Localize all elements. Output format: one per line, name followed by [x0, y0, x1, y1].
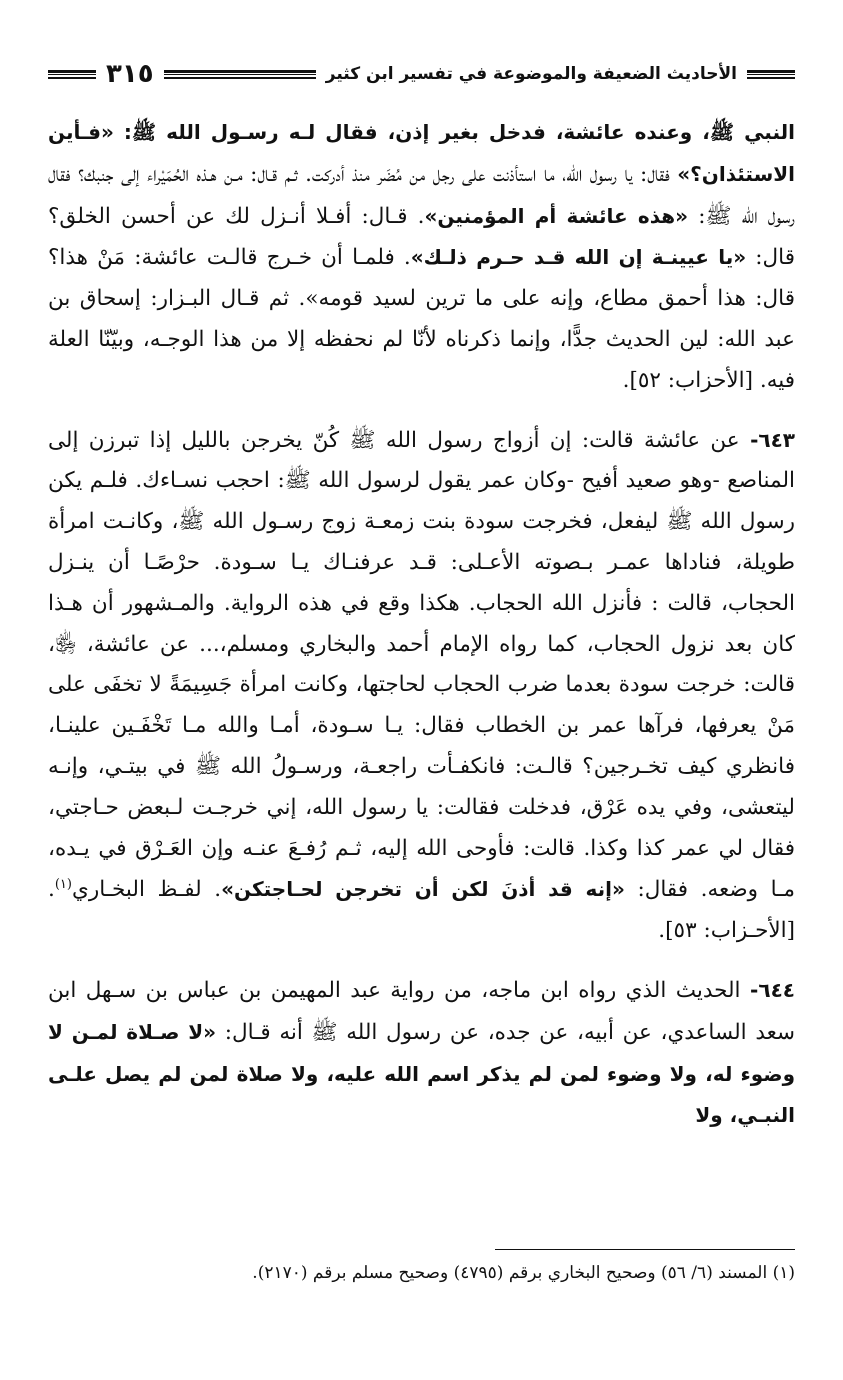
main-text — [48, 112, 795, 1137]
emphasized-text: ٦٤٤- — [740, 977, 795, 1002]
emphasized-text: «يا عيينـة إن الله قـد حـرم ذلـك» — [410, 245, 747, 270]
footnote: (١) المسند (٦/ ٥٦) وصحيح البخاري برقم (٤٧٩٥) وصحيح مسلم برقم (٢١٧٠). — [252, 1263, 795, 1283]
header-rule-left — [48, 70, 96, 79]
header-rule-middle — [164, 70, 316, 79]
footnote-marker: (١) — [54, 877, 72, 893]
book-title: الأحاديث الضعيفة والموضوعة في تفسير ابن كثير — [325, 64, 737, 84]
emphasized-text: «هذه عائشة أم المؤمنين» — [424, 203, 689, 228]
hadith-643 — [48, 420, 795, 952]
running-header — [48, 52, 795, 96]
text-run: الحديث الذي رواه ابن ماجه، من رواية عبد المهيمن بن عباس بن سـهل ابن سعد الساعدي، عن أبيه، عن جده، عن رسول الله ﷺ أنه قـال: — [48, 977, 795, 1045]
hadith-644 — [48, 970, 795, 1137]
header-rule-right — [747, 70, 795, 79]
emphasized-text: ٦٤٣- — [739, 427, 795, 452]
text-run: فقال: يا رسول الله، ما استأذنت على رجل من مُضَر منذ أدركت. ثـم قـال: مـن هـذه الحُمَيْراء إلى جنبك؟ فقال رسول الله ﷺ: — [48, 161, 796, 229]
text-run: عن عائشة قالت: إن أزواج رسول الله ﷺ كُنّ يخرجن بالليل إذا تبرزن إلى المناصع -وهو صعيد أفيح -وكان عمر يقول لرسول الله ﷺ: احجب نسـاءك. فلـم يكن رسول الله ﷺ ليفعل، فخرجت سودة بنت زمعـة زوج رسـول الله ﷺ، وكانـت امرأة طويلة، فناداها عمـر بـصوته الأعـلى: قـد عرفنـاك يـا سـودة. حرْصًـا أن ينـزل الحجاب، قالت : فأنزل الله الحجاب. هكذا وقع في هذه الرواية. والمـشهور أن هـذا كان بعد نزول الحجاب، كما رواه الإمام أحمد والبخاري ومسلم،... عن عائشة، ﵂، قالت: خرجت سودة بعدما ضرب الحجاب لحاجتها، وكانت امرأة جَسِيمَةً لا تخفَى على مَنْ يعرفها، فرآها عمر بن الخطاب فقال: يـا سـودة، أمـا والله مـا تَخْفَـين علينـا، فانظري كيف تخـرجين؟ قالـت: فانكفـأت راجعـة، ورسـولُ الله ﷺ في بيتـي، وإنـه ليتعشى، وفي يده عَرْق، فدخلت فقالت: يا رسول الله، إني خرجـت لـبعض حـاجتي، فقال لي عمر كذا وكذا. قالت: فأوحى الله إليه، ثـم رُفـعَ عنـه وإن العَـرْق في يـده، مـا وضعه. فقال: — [48, 427, 795, 903]
paragraph-continuation — [48, 112, 795, 402]
page-number: ٣١٥ — [106, 59, 154, 89]
text-run: . قـال: أفـلا أنـزل لك عن أحسن الخلق؟ قال: — [48, 203, 795, 271]
emphasized-text: النبي ﷺ، وعنده عائشة، فدخل بغير إذن، فقال لـه رسـول الله ﷺ: «فـأين الاستئذان؟» — [48, 120, 795, 186]
text-run: . فلمـا أن خـرج قالـت عائشة: مَنْ هذا؟ قال: هذا أحمق مطاع، وإنه على ما ترين لسيد قومه». ثم قـال البـزار: إسحاق بن عبد الله: لين الحديث جدًّا، وإنما ذكرناه لأنّا لم نحفظه إلا من هذا الوجـه، وبيّنّا العلة فيه. [الأحزاب: ٥٢]. — [48, 245, 795, 393]
text-run: . لفـظ البخـاري — [71, 877, 222, 903]
text-run: . [الأحـزاب: ٥٣]. — [48, 877, 795, 944]
emphasized-text: «إنه قد أذنَ لكن أن تخرجن لحـاجتكن» — [221, 877, 625, 902]
footnote-separator — [495, 1249, 795, 1250]
emphasized-text: «لا صـلاة لمـن لا وضوء له، ولا وضوء لمن لم يذكر اسم الله عليه، ولا صلاة لمن لم يصل علـى النبـي، ولا — [48, 1019, 795, 1128]
